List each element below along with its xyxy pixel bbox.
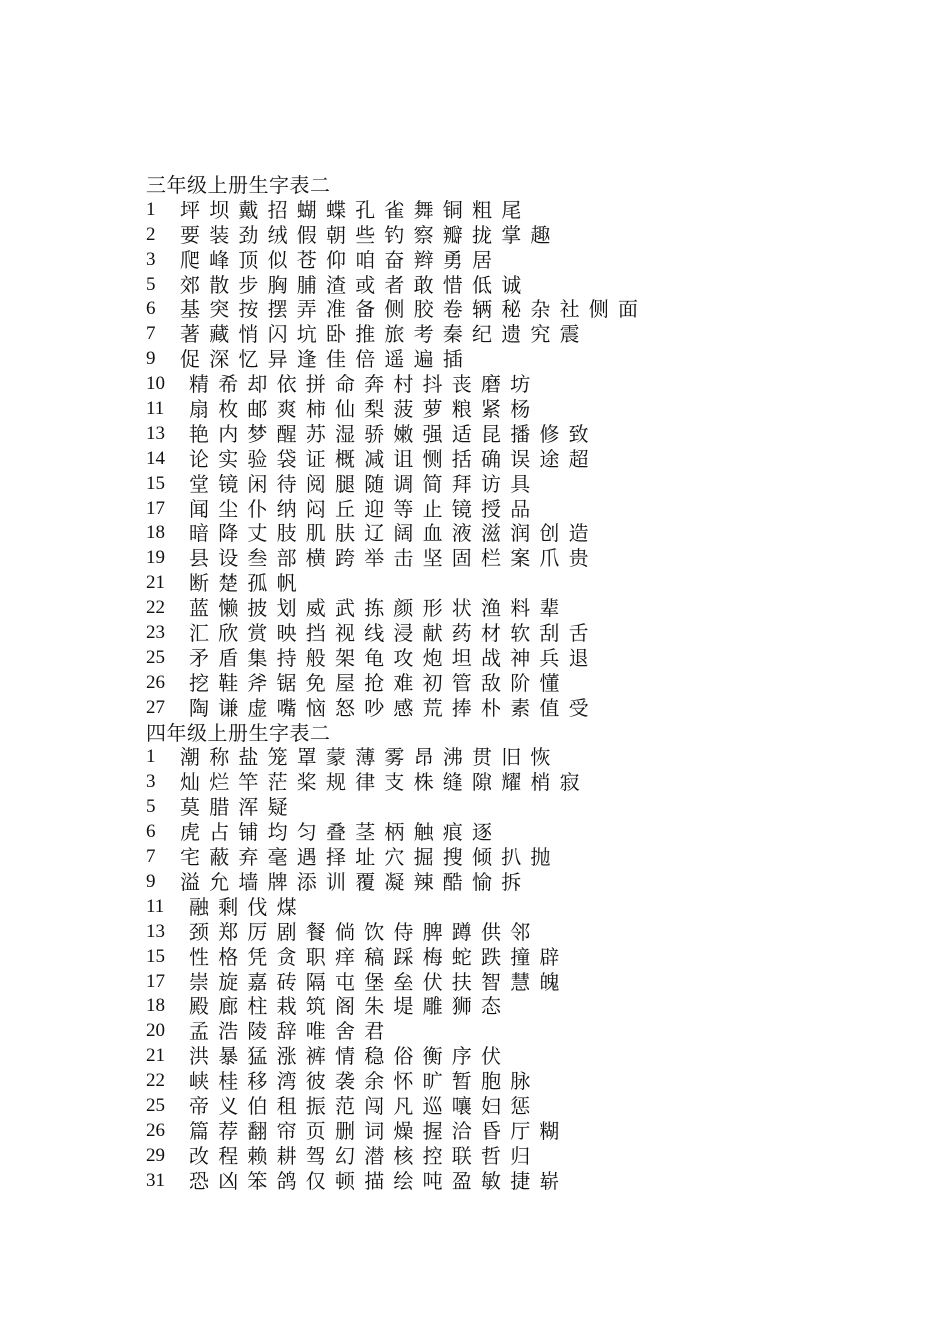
lesson-row [146, 1144, 926, 1169]
lesson-row [146, 223, 926, 248]
lesson-number: 18 [146, 522, 165, 544]
lesson-characters: 宅蔽弃毫遇择址穴掘搜倾扒抛 [180, 845, 560, 870]
lesson-number: 11 [146, 398, 165, 420]
lesson-number: 14 [146, 447, 165, 469]
lesson-row [146, 1019, 926, 1044]
lesson-number: 9 [146, 870, 156, 892]
lesson-number: 7 [146, 323, 156, 345]
lesson-row [146, 297, 926, 322]
lesson-row [146, 322, 926, 347]
lesson-characters: 坪坝戴招蝴蝶孔雀舞铜粗尾 [180, 197, 531, 222]
lesson-characters: 篇荐翻帘页删词燥握洽昏厅糊 [189, 1118, 569, 1143]
lesson-number: 25 [146, 646, 165, 668]
lesson-number: 26 [146, 671, 165, 693]
lesson-row [146, 770, 926, 795]
lesson-row [146, 546, 926, 571]
lesson-characters: 基突按摆弄准备侧胶卷辆秘杂社侧面 [180, 297, 648, 322]
lesson-number: 15 [146, 472, 165, 494]
lesson-number: 9 [146, 348, 156, 370]
section-title: 四年级上册生字表二 [146, 720, 331, 745]
lesson-row [146, 571, 926, 596]
lesson-characters: 精希却依拼命奔村抖丧磨坊 [189, 372, 540, 397]
lesson-row [146, 347, 926, 372]
lesson-row [146, 422, 926, 447]
lesson-number: 15 [146, 945, 165, 967]
lesson-number: 3 [146, 771, 156, 793]
lesson-row [146, 895, 926, 920]
lesson-row [146, 945, 926, 970]
lesson-characters: 崇旋嘉砖隔屯堡垒伏扶智慧魄 [189, 969, 569, 994]
lesson-row [146, 1094, 926, 1119]
lesson-row [146, 795, 926, 820]
word-list-sections [146, 173, 926, 1194]
lesson-characters: 论实验袋证概减诅恻括确误途超 [189, 446, 598, 471]
lesson-row [146, 372, 926, 397]
lesson-row [146, 198, 926, 223]
lesson-number: 18 [146, 995, 165, 1017]
lesson-characters: 蓝懒披划威武拣颜形状渔料辈 [189, 596, 569, 621]
lesson-characters: 著藏悄闪坑卧推旅考秦纪遗究震 [180, 322, 589, 347]
lesson-characters: 洪暴猛涨裤情稳俗衡序伏 [189, 1044, 511, 1069]
lesson-number: 10 [146, 373, 165, 395]
lesson-characters: 潮称盐笼罩蒙薄雾昂沸贯旧恢 [180, 745, 560, 770]
lesson-row [146, 870, 926, 895]
lesson-number: 2 [146, 223, 156, 245]
lesson-characters: 颈郑厉剧餐倘饮侍脾蹲供邻 [189, 919, 540, 944]
lesson-number: 22 [146, 597, 165, 619]
lesson-number: 31 [146, 1169, 165, 1191]
lesson-row [146, 745, 926, 770]
lesson-characters: 改程赖耕驾幻潜核控联哲归 [189, 1143, 540, 1168]
section-title: 三年级上册生字表二 [146, 173, 331, 197]
lesson-characters: 矛盾集持般架龟攻炮坦战神兵退 [189, 645, 598, 670]
lesson-characters: 堂镜闲待阅腿随调简拜访具 [189, 471, 540, 496]
lesson-number: 6 [146, 821, 156, 843]
lesson-row [146, 497, 926, 522]
lesson-number: 22 [146, 1070, 165, 1092]
lesson-number: 21 [146, 572, 165, 594]
lesson-number: 29 [146, 1144, 165, 1166]
lesson-row [146, 621, 926, 646]
lesson-number: 17 [146, 497, 165, 519]
lesson-number: 1 [146, 198, 156, 220]
lesson-characters: 莫腊浑疑 [180, 795, 297, 820]
lesson-row [146, 1119, 926, 1144]
lesson-characters: 融剩伐煤 [189, 894, 306, 919]
lesson-row [146, 596, 926, 621]
lesson-characters: 艳内梦醒苏湿骄嫩强适昆播修致 [189, 421, 598, 446]
lesson-characters: 郊散步胸脯渣或者敢惜低诚 [180, 272, 531, 297]
lesson-characters: 扇枚邮爽柿仙梨菠萝粮紧杨 [189, 397, 540, 422]
lesson-row [146, 646, 926, 671]
lesson-row [146, 472, 926, 497]
lesson-characters: 恐凶笨鸽仅顿描绘吨盈敏捷崭 [189, 1168, 569, 1193]
lesson-characters: 峡桂移湾彼袭余怀旷暂胞脉 [189, 1069, 540, 1094]
lesson-number: 5 [146, 796, 156, 818]
lesson-row [146, 1169, 926, 1194]
lesson-number: 7 [146, 846, 156, 868]
lesson-characters: 爬峰顶似苍仰咱奋辫勇居 [180, 247, 502, 272]
lesson-characters: 虎占铺均匀叠茎柄触痕逐 [180, 820, 502, 845]
lesson-characters: 殿廊柱栽筑阁朱堤雕狮态 [189, 994, 511, 1019]
lesson-number: 25 [146, 1094, 165, 1116]
lesson-number: 6 [146, 298, 156, 320]
lesson-characters: 闻尘仆纳闷丘迎等止镜授品 [189, 496, 540, 521]
lesson-number: 19 [146, 547, 165, 569]
lesson-characters: 孟浩陵辞唯舍君 [189, 1019, 394, 1044]
lesson-row [146, 273, 926, 298]
lesson-row [146, 994, 926, 1019]
lesson-row [146, 970, 926, 995]
lesson-number: 26 [146, 1119, 165, 1141]
lesson-number: 3 [146, 248, 156, 270]
lesson-row [146, 1069, 926, 1094]
lesson-row [146, 671, 926, 696]
lesson-characters: 暗降丈肢肌肤辽阔血液滋润创造 [189, 521, 598, 546]
lesson-characters: 县设叁部横跨举击坚固栏案爪贵 [189, 546, 598, 571]
lesson-characters: 帝义伯租振范闯凡巡嚷妇惩 [189, 1093, 540, 1118]
lesson-number: 20 [146, 1020, 165, 1042]
lesson-row [146, 845, 926, 870]
lesson-number: 17 [146, 970, 165, 992]
lesson-row [146, 521, 926, 546]
lesson-number: 11 [146, 895, 165, 917]
lesson-characters: 灿烂竿茫桨规律支株缝隙耀梢寂 [180, 770, 589, 795]
lesson-number: 23 [146, 622, 165, 644]
lesson-number: 21 [146, 1045, 165, 1067]
lesson-row [146, 248, 926, 273]
lesson-row [146, 820, 926, 845]
lesson-number: 13 [146, 920, 165, 942]
lesson-number: 27 [146, 696, 165, 718]
lesson-number: 1 [146, 746, 156, 768]
lesson-characters: 挖鞋斧锯免屋抢难初管敌阶懂 [189, 670, 569, 695]
lesson-row [146, 397, 926, 422]
lesson-characters: 溢允墙牌添训覆凝辣酷愉拆 [180, 869, 531, 894]
lesson-row [146, 920, 926, 945]
lesson-characters: 汇欣赏映挡视线浸献药材软刮舌 [189, 621, 598, 646]
lesson-number: 13 [146, 422, 165, 444]
document-page [146, 173, 926, 1194]
lesson-characters: 断楚孤帆 [189, 571, 306, 596]
lesson-characters: 要装劲绒假朝些钓察瓣拢掌趣 [180, 222, 560, 247]
lesson-characters: 促深忆异逢佳倍遥遍插 [180, 347, 472, 372]
lesson-number: 5 [146, 273, 156, 295]
lesson-row [146, 1044, 926, 1069]
lesson-characters: 性格凭贪职痒稿踩梅蛇跌撞辟 [189, 944, 569, 969]
lesson-row [146, 696, 926, 721]
lesson-row [146, 447, 926, 472]
lesson-characters: 陶谦虚嘴恼怒吵感荒捧朴素值受 [189, 695, 598, 720]
